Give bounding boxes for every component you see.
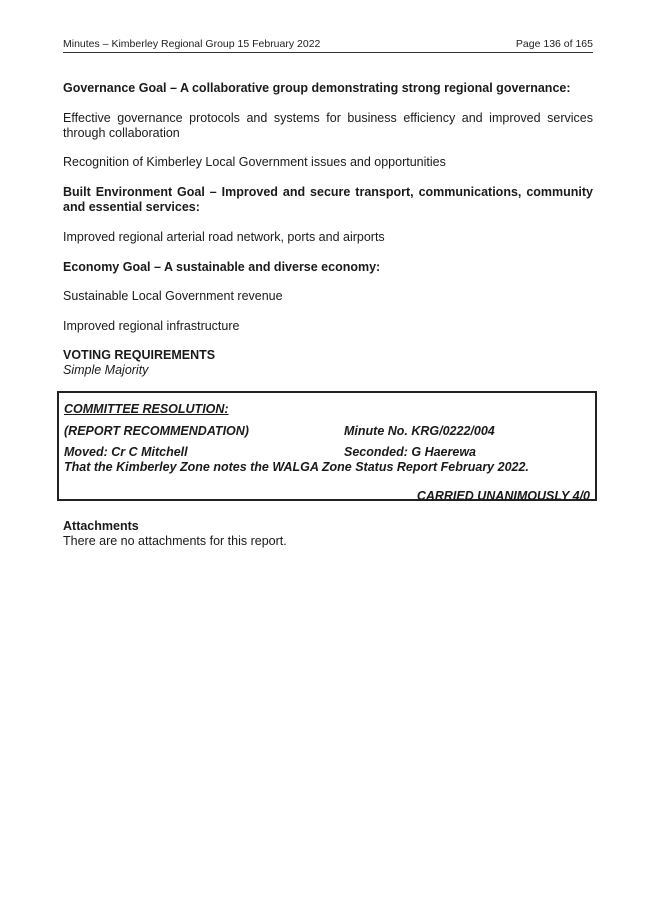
moved-by: Moved: Cr C Mitchell <box>64 445 188 459</box>
page-number: Page 136 of 165 <box>515 38 593 50</box>
governance-item-1: Effective governance protocols and systems for business efficiency and improved services through collaboration <box>63 111 593 140</box>
resolution-text: That the Kimberley Zone notes the WALGA Zone Status Report February 2022. <box>64 460 529 474</box>
report-recommendation-label: (REPORT RECOMMENDATION) <box>64 424 249 438</box>
governance-item-2: Recognition of Kimberley Local Government issues and opportunities <box>63 155 446 169</box>
economy-item-2: Improved regional infrastructure <box>63 319 240 333</box>
header-title: Minutes – Kimberley Regional Group 15 February 2022 <box>63 38 321 50</box>
carried-status: CARRIED UNANIMOUSLY 4/0 <box>416 489 590 503</box>
governance-goal-heading: Governance Goal – A collaborative group demonstrating strong regional governance: <box>63 81 571 95</box>
minute-number: Minute No. KRG/0222/004 <box>344 424 495 438</box>
committee-resolution-box <box>57 391 597 501</box>
economy-item-1: Sustainable Local Government revenue <box>63 289 283 303</box>
voting-requirements-heading: VOTING REQUIREMENTS <box>63 348 216 362</box>
attachments-heading: Attachments <box>63 519 139 533</box>
page-header <box>63 38 593 53</box>
voting-requirements-value: Simple Majority <box>63 363 149 377</box>
seconded-by: Seconded: G Haerewa <box>344 445 476 459</box>
economy-goal-heading: Economy Goal – A sustainable and diverse economy: <box>63 260 381 274</box>
resolution-heading: COMMITTEE RESOLUTION: <box>64 402 229 416</box>
built-environment-goal-heading: Built Environment Goal – Improved and secure transport, communications, community and essential services: <box>63 185 593 214</box>
attachments-text: There are no attachments for this report. <box>63 534 287 548</box>
built-environment-item-1: Improved regional arterial road network, ports and airports <box>63 230 385 244</box>
